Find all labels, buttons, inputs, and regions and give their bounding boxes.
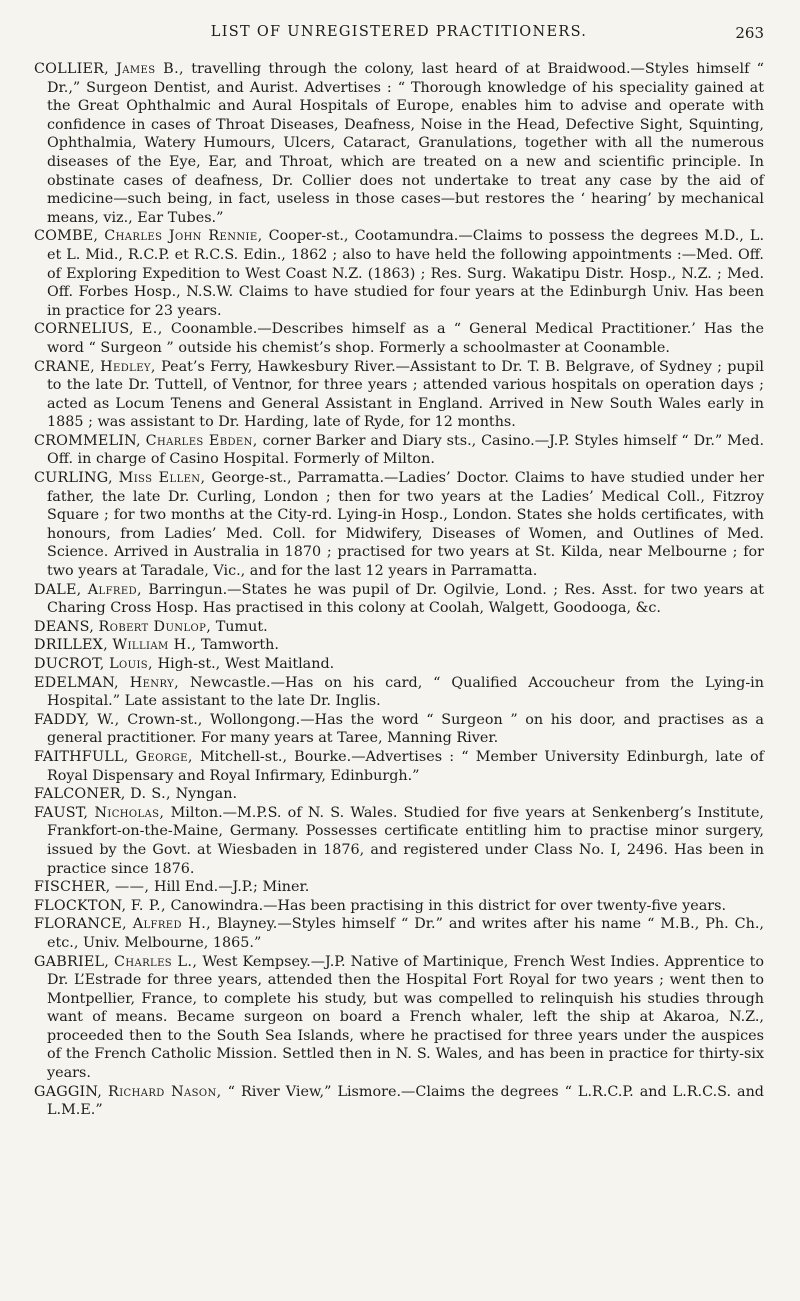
- entry-given-name: Charles John Rennie,: [104, 228, 263, 245]
- entry-description: Barringun.—States he was pupil of Dr. Ogilvie, Lond. ; Res. Asst. for two years at Charing Cross Hosp. Has practised in this colony at Coolah, Walgett, Goodooga, &c.: [47, 581, 765, 617]
- entry-given-name: Alfred H.,: [132, 916, 212, 933]
- practitioner-entry: [34, 748, 764, 785]
- practitioner-entry: [34, 358, 764, 432]
- practitioner-entry: [34, 655, 764, 674]
- entry-given-name: E.,: [141, 321, 163, 338]
- entry-surname: CROMMELIN,: [34, 432, 141, 449]
- entry-description: Milton.—M.P.S. of N. S. Wales. Studied for five years at Senkenberg’s Institute, Frankfort-on-the-Maine, Germany. Possesses certificate entitling him to practise minor surgery, issued by the Govt. at Wiesbaden in 1876, and registered under Class No. I, 2496. Has been in practice since 1876.: [47, 804, 764, 877]
- entry-surname: FALCONER,: [34, 786, 126, 803]
- practitioner-entry: [34, 618, 764, 637]
- entry-surname: FLOCKTON,: [34, 897, 127, 914]
- practitioner-entry: [34, 60, 764, 227]
- entry-given-name: ——,: [114, 879, 150, 896]
- entry-given-name: James B.,: [116, 61, 185, 77]
- entry-surname: COMBE,: [34, 228, 99, 245]
- entry-description: Blayney.—Styles himself “ Dr.” and writes after his name “ M.B., Ph. Ch., etc., Univ. Melbourne, 1865.”: [47, 916, 764, 951]
- entry-given-name: Richard Nason,: [108, 1083, 222, 1100]
- practitioner-entry: [34, 581, 764, 618]
- entry-description: Cooper-st., Cootamundra.—Claims to possess the degrees M.D., L. et L. Mid., R.C.P. et R.C.S. Edin., 1862 ; also to have held the following appointments :—Med. Off. of Exploring Expedition to West Coast N.Z. (1863) ; Res. Surg. Wakatipu Distr. Hosp., N.Z. ; Med. Off. Forbes Hosp., N.S.W. Claims to have studied for four years at the Edinburgh Univ. Has been in practice for 23 years.: [47, 228, 764, 319]
- entry-given-name: Henry,: [129, 674, 180, 691]
- practitioner-entry: [34, 785, 764, 804]
- entry-surname: CRANE,: [34, 358, 95, 375]
- entry-description: West Kempsey.—J.P. Native of Martinique, French West Indies. Apprentice to Dr. L’Estrade for three years, attended then the Hospital Fort Royal for two years ; went then to Montpellier, France, to complete his study, but was compelled to relinquish his studies through want of means. Became surgeon on board a French whaler, left the ship at Akaroa, N.Z., proceeded then to the South Sea Islands, where he practised for three years under the auspices of the French Catholic Mission. Settled then in N. S. Wales, and has been in practice for thirty-six years.: [47, 953, 765, 1082]
- entry-surname: GAGGIN,: [34, 1083, 102, 1100]
- practitioner-entry: [34, 953, 764, 1083]
- entry-surname: GABRIEL,: [34, 953, 109, 970]
- entry-surname: DALE,: [34, 581, 82, 598]
- entry-surname: FISCHER,: [34, 879, 111, 896]
- running-head: LIST OF UNREGISTERED PRACTITIONERS.: [210, 24, 588, 40]
- entry-given-name: Charles L.,: [114, 953, 198, 970]
- page-header: [34, 24, 764, 50]
- entry-given-name: Nicholas,: [94, 804, 165, 821]
- practitioner-entry: [34, 227, 764, 320]
- entry-description: Mitchell-st., Bourke.—Advertises : “ Member University Edinburgh, late of Royal Dispensary and Royal Infirmary, Edinburgh.”: [47, 748, 764, 784]
- entry-description: Peat’s Ferry, Hawkesbury River.—Assistant to Dr. T. B. Belgrave, of Sydney ; pupil to the late Dr. Tuttell, of Ventnor, for three years ; attended various hospitals on operation days ; acted as Locum Tenens and General Assistant in England. Arrived in New South Wales early in 1885 ; was assistant to Dr. Harding, late of Ryde, for 12 months.: [47, 358, 764, 431]
- entry-given-name: F. P.,: [130, 897, 166, 914]
- practitioner-entry: [34, 897, 764, 916]
- practitioner-entry: [34, 674, 764, 711]
- entry-description: Crown-st., Wollongong.—Has the word “ Surgeon ” on his door, and practises as a general practitioner. For many years at Taree, Manning River.: [47, 711, 764, 747]
- entry-surname: FAITHFULL,: [34, 748, 129, 765]
- entry-surname: DUCROT,: [34, 656, 105, 672]
- practitioner-entry: [34, 636, 764, 655]
- entry-given-name: Hedley,: [100, 358, 156, 375]
- entry-given-name: George,: [135, 748, 193, 765]
- practitioner-entry: [34, 711, 764, 748]
- page-number: 263: [735, 24, 764, 42]
- entry-surname: CORNELIUS,: [34, 321, 134, 338]
- practitioner-entry: [34, 804, 764, 878]
- entry-surname: FADDY,: [34, 711, 90, 728]
- entry-list: [34, 60, 764, 1120]
- entry-description: Canowindra.—Has been practising in this district for over twenty-five years.: [170, 897, 727, 914]
- entry-surname: CURLING,: [34, 470, 113, 487]
- entry-description: Newcastle.—Has on his card, “ Qualified Accoucheur from the Lying-in Hospital.” Late assistant to the late Dr. Inglis.: [47, 674, 764, 710]
- entry-description: Nyngan.: [175, 786, 238, 803]
- entry-given-name: Miss Ellen,: [118, 470, 206, 487]
- practitioner-entry: [34, 469, 764, 581]
- entry-description: High-st., West Maitland.: [157, 656, 335, 672]
- entry-description: Coonamble.—Describes himself as a “ General Medical Practitioner.’ Has the word “ Surgeon ” outside his chemist’s shop. Formerly a schoolmaster at Coonamble.: [47, 321, 765, 356]
- entry-given-name: Charles Ebden,: [145, 432, 258, 449]
- entry-surname: EDELMAN,: [34, 674, 119, 691]
- entry-description: George-st., Parramatta.—Ladies’ Doctor. Claims to have studied under her father, the late Dr. Curling, London ; then for two years at the Ladies’ Medical Coll., Fitzroy Square ; for two months at the City-rd. Lying-in Hosp., London. States she holds certificates, with honours, from Ladies’ Med. Coll. for Midwifery, Diseases of Women, and Outlines of Med. Science. Arrived in Australia in 1870 ; practised for two years at St. Kilda, near Melbourne ; for two years at Taradale, Vic., and for the last 12 years in Parramatta.: [47, 470, 765, 580]
- entry-given-name: Louis,: [109, 656, 154, 672]
- entry-description: Tamworth.: [200, 637, 279, 654]
- entry-surname: FAUST,: [34, 804, 89, 821]
- entry-description: Tumut.: [215, 618, 268, 635]
- entry-description: travelling through the colony, last heard of at Braidwood.—Styles himself “ Dr.,” Surgeon Dentist, and Aurist. Advertises : “ Thorough knowledge of his speciality gained at the Great Ophthalmic and Aural Hospitals of Europe, enables him to advise and operate with confidence in cases of Throat Diseases, Deafness, Noise in the Head, Defective Sight, Squinting, Ophthalmia, Watery Humours, Ulcers, Cataract, Granulations, together with all the numerous diseases of the Eye, Ear, and Throat, which are treated on a new and scientific principle. In obstinate cases of deafness, Dr. Collier does not undertake to treat any case by the aid of medicine—such being, in fact, useless in those cases—but restores the ‘ hearing’ by mechanical means, viz., Ear Tubes.”: [47, 61, 765, 226]
- entry-surname: COLLIER,: [34, 61, 109, 77]
- entry-given-name: W.,: [97, 711, 120, 728]
- entry-description: “ River View,” Lismore.—Claims the degrees “ L.R.C.P. and L.R.C.S. and L.M.E.”: [47, 1083, 764, 1119]
- entry-given-name: D. S.,: [130, 786, 172, 803]
- practitioner-entry: [34, 320, 764, 357]
- entry-given-name: William H.,: [112, 637, 197, 654]
- practitioner-entry: [34, 878, 764, 897]
- entry-surname: DRILLEX,: [34, 637, 108, 654]
- practitioner-entry: [34, 432, 764, 469]
- entry-given-name: Robert Dunlop,: [98, 618, 212, 635]
- practitioner-entry: [34, 1083, 764, 1120]
- entry-description: Hill End.—J.P.; Miner.: [153, 879, 310, 896]
- entry-given-name: Alfred,: [87, 581, 142, 598]
- entry-surname: DEANS,: [34, 618, 94, 635]
- practitioner-entry: [34, 915, 764, 952]
- entry-surname: FLORANCE,: [34, 916, 127, 933]
- entry-description: corner Barker and Diary sts., Casino.—J.P. Styles himself “ Dr.” Med. Off. in charge of Casino Hospital. Formerly of Milton.: [47, 432, 765, 468]
